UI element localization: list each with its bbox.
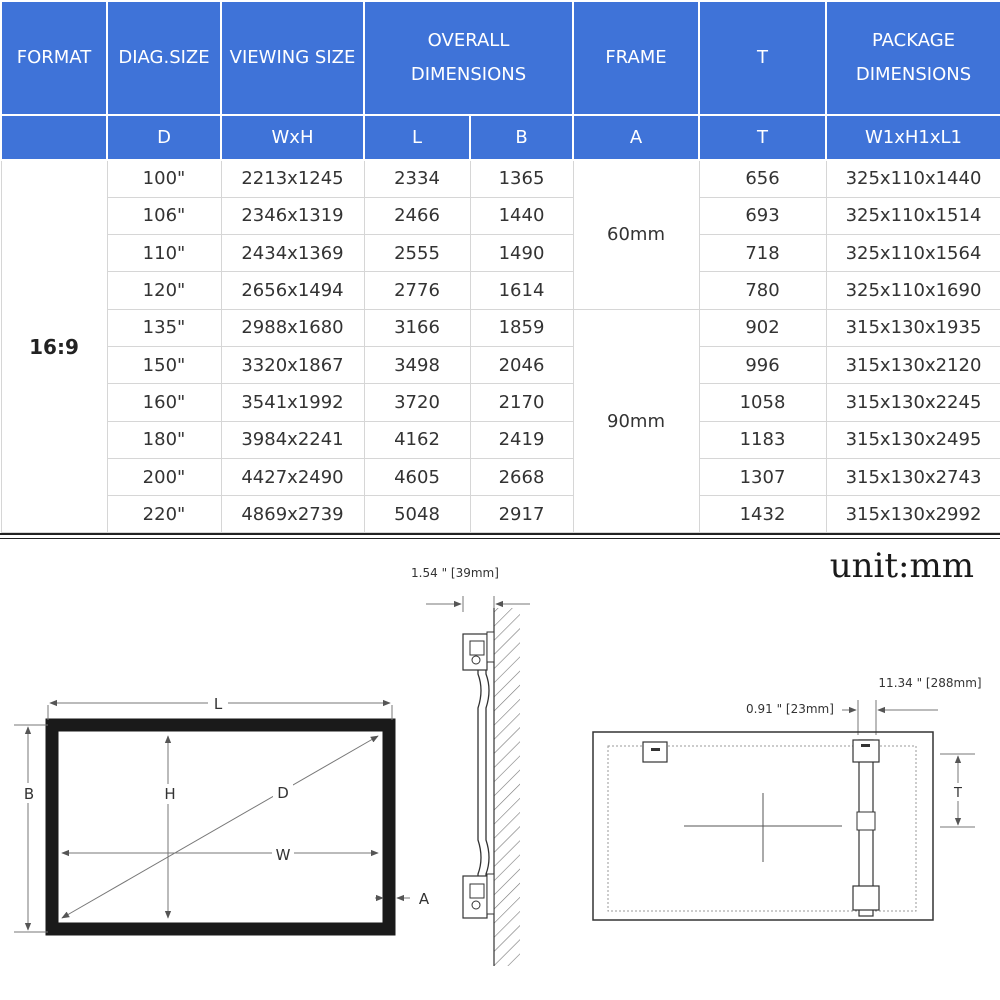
cell-diag-size: 180"	[107, 421, 221, 458]
cell-overall-l: 4605	[364, 458, 470, 495]
subheader-t: T	[699, 115, 826, 160]
cell-overall-b: 2170	[470, 384, 573, 421]
back-view-diagram	[593, 676, 982, 920]
cell-overall-l: 3720	[364, 384, 470, 421]
cell-frame-60: 60mm	[573, 160, 699, 309]
table-row	[1, 197, 1000, 234]
header-package-line2: DIMENSIONS	[855, 64, 972, 85]
cell-t: 1183	[699, 421, 826, 458]
table-row	[1, 272, 1000, 309]
subheader-package: W1xH1xL1	[826, 115, 1000, 160]
cell-package: 315x130x2245	[826, 384, 1000, 421]
subheader-l: L	[364, 115, 470, 160]
cell-t: 1307	[699, 458, 826, 495]
label-a: A	[418, 890, 430, 908]
label-h: H	[164, 785, 176, 803]
front-view-diagram	[14, 693, 430, 932]
label-width: 11.34 " [288mm]	[878, 676, 982, 690]
label-l: L	[213, 695, 223, 713]
table-row	[1, 496, 1000, 533]
header-package-dimensions	[826, 1, 1000, 115]
cell-overall-b: 1859	[470, 309, 573, 346]
label-t: T	[954, 786, 962, 801]
cell-overall-l: 3498	[364, 346, 470, 383]
subheader-row	[1, 115, 1000, 160]
header-overall-line1: OVERALL	[427, 30, 510, 51]
cell-viewing-size: 2213x1245	[221, 160, 364, 197]
header-viewing-size: VIEWING SIZE	[221, 1, 364, 115]
table-body	[1, 160, 1000, 533]
cell-t: 996	[699, 346, 826, 383]
label-b: B	[23, 785, 35, 803]
cell-overall-l: 4162	[364, 421, 470, 458]
divider-thick	[0, 533, 1000, 535]
cell-t: 1432	[699, 496, 826, 533]
cell-viewing-size: 3541x1992	[221, 384, 364, 421]
cell-viewing-size: 4869x2739	[221, 496, 364, 533]
header-format: FORMAT	[1, 1, 107, 115]
cell-diag-size: 220"	[107, 496, 221, 533]
cell-diag-size: 120"	[107, 272, 221, 309]
cell-viewing-size: 2434x1369	[221, 235, 364, 272]
cell-viewing-size: 3320x1867	[221, 346, 364, 383]
divider-thin	[0, 538, 1000, 539]
cell-viewing-size: 4427x2490	[221, 458, 364, 495]
cell-t: 780	[699, 272, 826, 309]
unit-label: unit:mm	[829, 546, 974, 586]
cell-viewing-size: 3984x2241	[221, 421, 364, 458]
dimension-line-d	[62, 736, 378, 918]
table-row	[1, 346, 1000, 383]
cell-package: 315x130x2992	[826, 496, 1000, 533]
cell-overall-b: 2668	[470, 458, 573, 495]
cell-overall-b: 1614	[470, 272, 573, 309]
cell-t: 718	[699, 235, 826, 272]
cell-t: 1058	[699, 384, 826, 421]
subheader-a: A	[573, 115, 699, 160]
cell-package: 315x130x2120	[826, 346, 1000, 383]
label-depth: 1.54 " [39mm]	[411, 566, 499, 580]
cell-diag-size: 135"	[107, 309, 221, 346]
subheader-wxh: WxH	[221, 115, 364, 160]
cell-overall-b: 1440	[470, 197, 573, 234]
frame-profile	[478, 640, 481, 910]
cell-overall-l: 2776	[364, 272, 470, 309]
cell-overall-b: 2046	[470, 346, 573, 383]
header-diag-size: DIAG.SIZE	[107, 1, 221, 115]
cell-diag-size: 200"	[107, 458, 221, 495]
cell-package: 315x130x2743	[826, 458, 1000, 495]
subheader-empty	[1, 115, 107, 160]
cell-viewing-size: 2346x1319	[221, 197, 364, 234]
header-overall-line2: DIMENSIONS	[410, 64, 527, 85]
cell-viewing-size: 2656x1494	[221, 272, 364, 309]
table-row	[1, 309, 1000, 346]
table-row	[1, 384, 1000, 421]
cell-package: 325x110x1440	[826, 160, 1000, 197]
dimension-drawings	[0, 540, 1000, 1000]
header-row	[1, 1, 1000, 115]
cell-diag-size: 110"	[107, 235, 221, 272]
top-bracket	[463, 634, 487, 670]
table-row	[1, 235, 1000, 272]
cell-package: 325x110x1514	[826, 197, 1000, 234]
cell-overall-l: 2555	[364, 235, 470, 272]
label-w: W	[275, 846, 291, 864]
cell-overall-b: 2419	[470, 421, 573, 458]
cell-diag-size: 100"	[107, 160, 221, 197]
bottom-bracket	[463, 876, 487, 918]
left-hanger	[643, 742, 667, 762]
wall	[494, 608, 520, 966]
cell-overall-l: 2334	[364, 160, 470, 197]
cell-package: 325x110x1690	[826, 272, 1000, 309]
header-frame: FRAME	[573, 1, 699, 115]
cell-package: 325x110x1564	[826, 235, 1000, 272]
cell-overall-l: 2466	[364, 197, 470, 234]
cell-diag-size: 106"	[107, 197, 221, 234]
cell-overall-b: 1490	[470, 235, 573, 272]
subheader-b: B	[470, 115, 573, 160]
subheader-d: D	[107, 115, 221, 160]
header-package-line1: PACKAGE	[871, 30, 956, 51]
table-row	[1, 160, 1000, 197]
cell-diag-size: 160"	[107, 384, 221, 421]
cell-t: 693	[699, 197, 826, 234]
cell-overall-l: 5048	[364, 496, 470, 533]
cell-overall-l: 3166	[364, 309, 470, 346]
cell-overall-b: 2917	[470, 496, 573, 533]
cell-format: 16:9	[1, 160, 107, 533]
label-gap: 0.91 " [23mm]	[746, 702, 834, 716]
cell-diag-size: 150"	[107, 346, 221, 383]
cell-t: 902	[699, 309, 826, 346]
cell-package: 315x130x2495	[826, 421, 1000, 458]
cell-frame-90: 90mm	[573, 309, 699, 533]
table-row	[1, 458, 1000, 495]
cell-t: 656	[699, 160, 826, 197]
header-t: T	[699, 1, 826, 115]
cell-viewing-size: 2988x1680	[221, 309, 364, 346]
cell-overall-b: 1365	[470, 160, 573, 197]
label-d: D	[277, 784, 289, 802]
cell-package: 315x130x1935	[826, 309, 1000, 346]
header-overall-dimensions	[364, 1, 573, 115]
table-row	[1, 421, 1000, 458]
